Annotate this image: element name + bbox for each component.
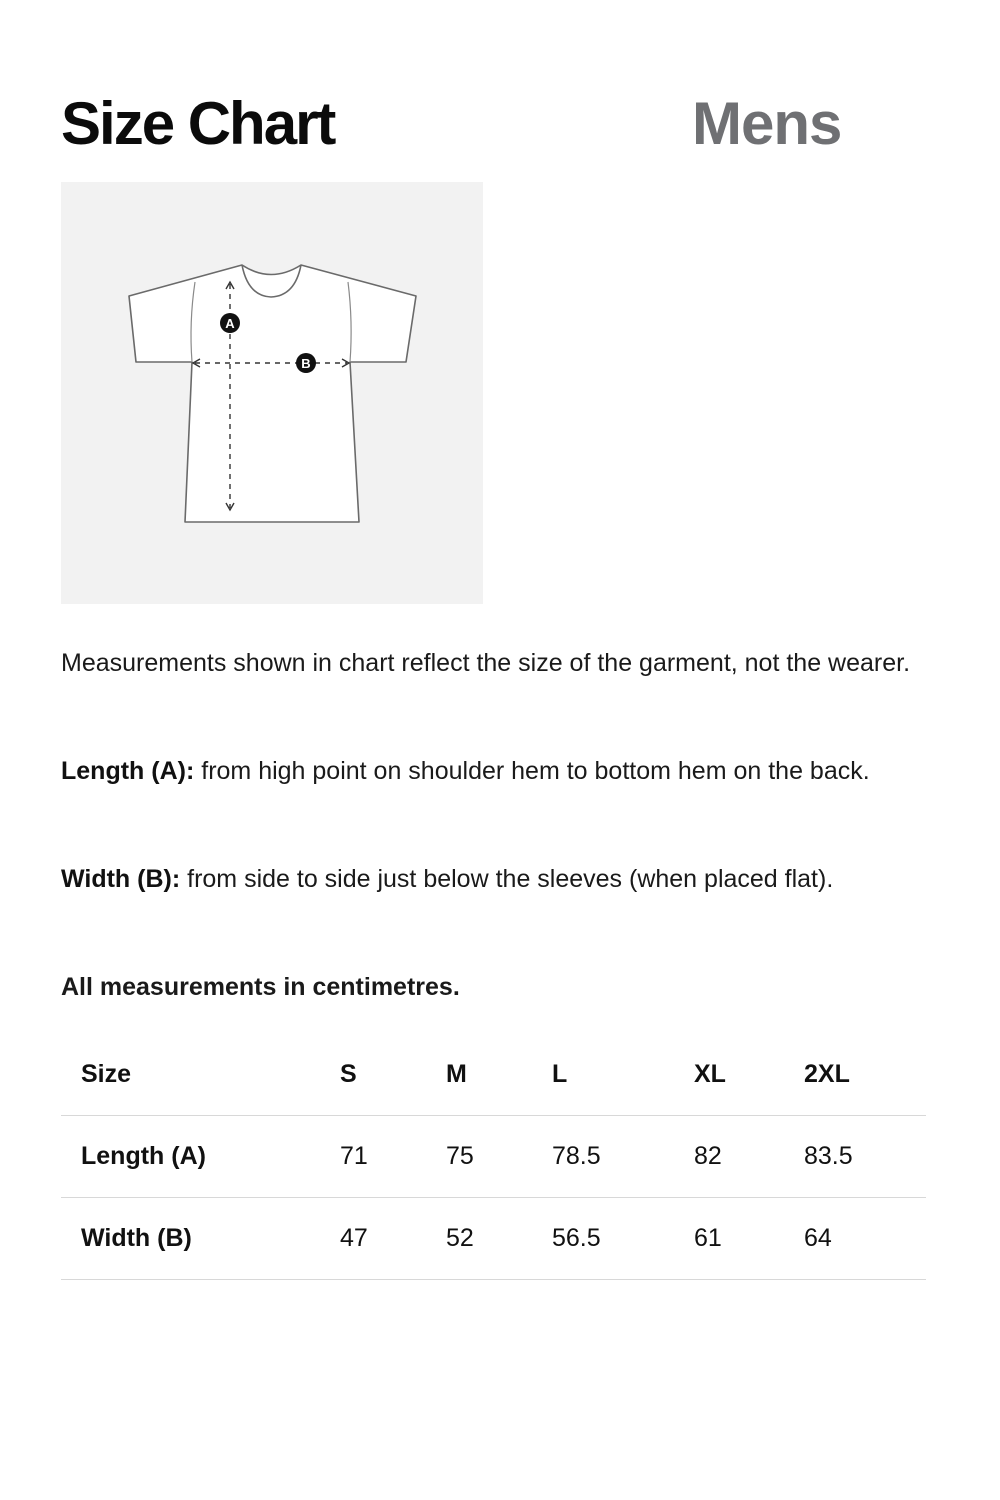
header-s: S [340, 1034, 446, 1116]
width-label: Width (B): [61, 865, 181, 893]
table-row-length [61, 1116, 926, 1198]
row-label: Width (B) [61, 1198, 340, 1280]
table-cell: 83.5 [804, 1116, 926, 1198]
table-cell: 52 [446, 1198, 552, 1280]
header-size: Size [61, 1034, 340, 1116]
table-cell: 56.5 [552, 1198, 694, 1280]
header-2xl: 2XL [804, 1034, 926, 1116]
table-cell: 71 [340, 1116, 446, 1198]
table-header-row [61, 1034, 926, 1116]
header-m: M [446, 1034, 552, 1116]
table-cell: 75 [446, 1116, 552, 1198]
marker-a: A [225, 316, 235, 331]
length-definition [61, 751, 931, 792]
header-l: L [552, 1034, 694, 1116]
row-label: Length (A) [61, 1116, 340, 1198]
table-cell: 64 [804, 1198, 926, 1280]
table-cell: 82 [694, 1116, 804, 1198]
category-label: Mens [692, 90, 842, 157]
table-row-width [61, 1198, 926, 1280]
tshirt-measurement-diagram [61, 182, 483, 604]
table-cell: 61 [694, 1198, 804, 1280]
intro-text: Measurements shown in chart reflect the size of the garment, not the wearer. [61, 649, 911, 677]
tshirt-icon [61, 182, 483, 604]
marker-b: B [301, 356, 311, 371]
units-note: All measurements in centimetres. [61, 973, 460, 1001]
width-definition [61, 859, 931, 900]
width-text: from side to side just below the sleeves (when placed flat). [180, 865, 834, 893]
header-xl: XL [694, 1034, 804, 1116]
size-table [61, 1034, 926, 1280]
length-label: Length (A): [61, 757, 195, 785]
table-cell: 78.5 [552, 1116, 694, 1198]
length-text: from high point on shoulder hem to bottom hem on the back. [194, 757, 870, 785]
table-cell: 47 [340, 1198, 446, 1280]
page-title: Size Chart [61, 90, 335, 157]
